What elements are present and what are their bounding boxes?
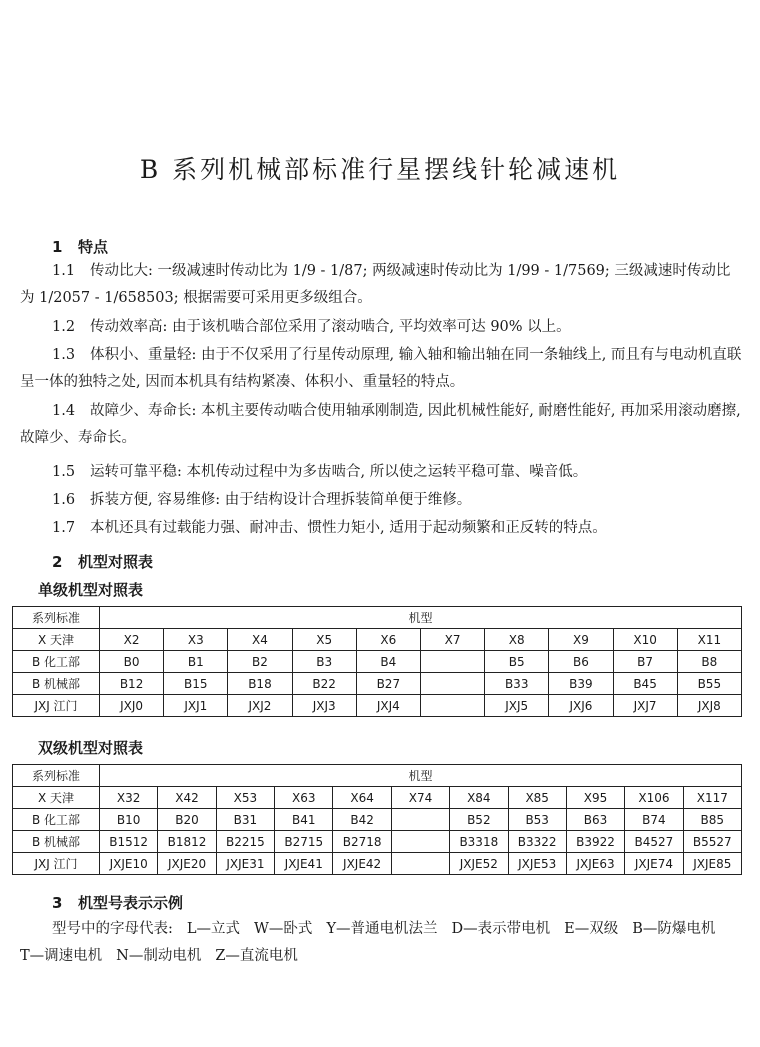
row-label-cell: B 机械部 [13, 831, 100, 853]
table-cell: X11 [677, 629, 741, 651]
table-cell: B2 [228, 651, 292, 673]
feature-number: 1.6 [52, 492, 76, 508]
table-cell: X4 [228, 629, 292, 651]
table-cell: B45 [613, 673, 677, 695]
table-cell: B15 [164, 673, 228, 695]
table-cell: X85 [508, 787, 566, 809]
feature-paragraph [20, 459, 742, 486]
table-cell: JXJ3 [292, 695, 356, 717]
table-cell: B22 [292, 673, 356, 695]
table-cell: JXJ0 [100, 695, 164, 717]
table-row [13, 853, 742, 875]
table-cell: JXJE63 [566, 853, 624, 875]
table-cell: X9 [549, 629, 613, 651]
table-cell: JXJE42 [333, 853, 391, 875]
table-cell: X63 [275, 787, 333, 809]
header-label-cell: 系列标准 [13, 765, 100, 787]
legend-item: Y—普通电机法兰 [326, 921, 438, 937]
table-cell: B74 [625, 809, 683, 831]
table-cell: X10 [613, 629, 677, 651]
table-cell: JXJ8 [677, 695, 741, 717]
legend-item: T—调速电机 [20, 948, 103, 964]
table-cell: B1512 [100, 831, 158, 853]
table-cell: B12 [100, 673, 164, 695]
table-row [13, 629, 742, 651]
letter-legend [20, 916, 744, 970]
table-row [13, 651, 742, 673]
feature-paragraph [20, 258, 742, 312]
section-heading-model-comparison [52, 551, 153, 572]
feature-text: 体积小、重量轻: 由于不仅采用了行星传动原理, 输入轴和输出轴在同一条轴线上, 而且有与电动机直联呈一体的独特之处, 因而本机具有结构紧凑、体积小、重量轻的特点。 [20, 347, 742, 390]
table-row [13, 831, 742, 853]
table-cell: X95 [566, 787, 624, 809]
table-header-row [13, 607, 742, 629]
feature-paragraph [20, 398, 742, 452]
table-cell: B85 [683, 809, 741, 831]
legend-item: D—表示带电机 [451, 921, 551, 937]
section-number: 3 [52, 894, 63, 912]
table-cell: X2 [100, 629, 164, 651]
table-cell: JXJE52 [450, 853, 508, 875]
table-cell: JXJE31 [216, 853, 274, 875]
table-cell: X106 [625, 787, 683, 809]
row-label-cell: X 天津 [13, 787, 100, 809]
table-cell: B41 [275, 809, 333, 831]
legend-item: B—防爆电机 [632, 921, 716, 937]
feature-number: 1.2 [52, 319, 76, 335]
double-stage-table [12, 764, 742, 875]
section-number: 1 [52, 238, 63, 256]
table-cell: JXJ2 [228, 695, 292, 717]
table-cell [391, 853, 449, 875]
table-cell: B33 [485, 673, 549, 695]
feature-text: 运转可靠平稳: 本机传动过程中为多齿啮合, 所以使之运转平稳可靠、噪音低。 [90, 464, 588, 480]
table-row [13, 787, 742, 809]
feature-text: 传动效率高: 由于该机啮合部位采用了滚动啮合, 平均效率可达 90% 以上。 [90, 319, 571, 335]
table-cell: JXJE10 [100, 853, 158, 875]
table-cell: B27 [356, 673, 420, 695]
section-number: 2 [52, 553, 63, 571]
table-cell: X7 [420, 629, 484, 651]
feature-number: 1.7 [52, 520, 76, 536]
table-cell: B8 [677, 651, 741, 673]
header-label-cell: 系列标准 [13, 607, 100, 629]
table-row [13, 695, 742, 717]
table-cell: JXJ5 [485, 695, 549, 717]
table-cell: B20 [158, 809, 216, 831]
table-cell: X3 [164, 629, 228, 651]
table-cell: B7 [613, 651, 677, 673]
section-heading-model-code-example [52, 892, 183, 913]
table-cell: B1812 [158, 831, 216, 853]
table-row [13, 673, 742, 695]
row-label-cell: B 化工部 [13, 651, 100, 673]
table-cell: JXJE53 [508, 853, 566, 875]
table-cell: JXJ6 [549, 695, 613, 717]
single-stage-table [12, 606, 742, 717]
table-cell: B3318 [450, 831, 508, 853]
feature-paragraph [20, 342, 742, 396]
row-label-cell: B 机械部 [13, 673, 100, 695]
table-cell: JXJE74 [625, 853, 683, 875]
section-heading-features [52, 236, 108, 257]
table-cell: B39 [549, 673, 613, 695]
feature-text: 故障少、寿命长: 本机主要传动啮合使用轴承刚制造, 因此机械性能好, 耐磨性能好, 再加采用滚动磨擦, 故障少、寿命长。 [20, 403, 741, 446]
header-value-cell: 机型 [100, 607, 742, 629]
table-cell: X42 [158, 787, 216, 809]
table-cell: X32 [100, 787, 158, 809]
table-cell: JXJ4 [356, 695, 420, 717]
feature-paragraph [20, 487, 742, 514]
table-cell: B6 [549, 651, 613, 673]
table-cell [420, 673, 484, 695]
table-cell: B5 [485, 651, 549, 673]
table-cell: JXJE20 [158, 853, 216, 875]
table-cell: B1 [164, 651, 228, 673]
table-cell: B2718 [333, 831, 391, 853]
table-cell: JXJE41 [275, 853, 333, 875]
table-header-row [13, 765, 742, 787]
feature-paragraph [20, 515, 742, 542]
legend-item: E—双级 [564, 921, 619, 937]
table-cell: B4527 [625, 831, 683, 853]
legend-item: Z—直流电机 [215, 948, 298, 964]
section-label: 特点 [78, 238, 109, 256]
table-cell: X117 [683, 787, 741, 809]
table-cell: B18 [228, 673, 292, 695]
table-cell: X6 [356, 629, 420, 651]
table-cell: B3922 [566, 831, 624, 853]
table-cell: B53 [508, 809, 566, 831]
table-cell: X8 [485, 629, 549, 651]
row-label-cell: JXJ 江门 [13, 853, 100, 875]
table-cell: B63 [566, 809, 624, 831]
feature-number: 1.1 [52, 263, 76, 279]
table-cell [420, 695, 484, 717]
table-cell: B31 [216, 809, 274, 831]
single-stage-table-caption: 单级机型对照表 [38, 581, 144, 599]
table-cell: X74 [391, 787, 449, 809]
table-cell: JXJ7 [613, 695, 677, 717]
table-cell: X64 [333, 787, 391, 809]
feature-paragraph [20, 314, 742, 341]
table-cell: B2715 [275, 831, 333, 853]
table-row [13, 809, 742, 831]
table-cell: B52 [450, 809, 508, 831]
row-label-cell: JXJ 江门 [13, 695, 100, 717]
table-cell [391, 809, 449, 831]
table-cell: B4 [356, 651, 420, 673]
feature-number: 1.4 [52, 403, 76, 419]
row-label-cell: X 天津 [13, 629, 100, 651]
table-cell: B55 [677, 673, 741, 695]
table-cell: B0 [100, 651, 164, 673]
table-cell [391, 831, 449, 853]
table-cell: X5 [292, 629, 356, 651]
feature-text: 拆装方便, 容易维修: 由于结构设计合理拆装简单便于维修。 [90, 492, 472, 508]
double-stage-table-caption: 双级机型对照表 [38, 739, 144, 757]
feature-text: 传动比大: 一级减速时传动比为 1/9 - 1/87; 两级减速时传动比为 1/99 - 1/7569; 三级减速时传动比为 1/2057 - 1/658503; 根据需要可采用更多级组合。 [20, 263, 731, 306]
feature-number: 1.5 [52, 464, 76, 480]
table-cell: X53 [216, 787, 274, 809]
legend-item: W—卧式 [254, 921, 313, 937]
row-label-cell: B 化工部 [13, 809, 100, 831]
feature-text: 本机还具有过载能力强、耐冲击、惯性力矩小, 适用于起动频繁和正反转的特点。 [90, 520, 607, 536]
table-cell: B10 [100, 809, 158, 831]
table-cell: X84 [450, 787, 508, 809]
table-cell: JXJ1 [164, 695, 228, 717]
table-cell: JXJE85 [683, 853, 741, 875]
table-cell: B2215 [216, 831, 274, 853]
table-cell: B3 [292, 651, 356, 673]
feature-number: 1.3 [52, 347, 76, 363]
legend-item: N—制动电机 [116, 948, 202, 964]
section-label: 机型对照表 [78, 553, 154, 571]
table-cell [420, 651, 484, 673]
legend-item: L—立式 [186, 921, 241, 937]
page-title: B 系列机械部标准行星摆线针轮减速机 [139, 155, 621, 184]
header-value-cell: 机型 [100, 765, 742, 787]
section-label: 机型号表示示例 [78, 894, 184, 912]
table-cell: B42 [333, 809, 391, 831]
table-cell: B5527 [683, 831, 741, 853]
table-cell: B3322 [508, 831, 566, 853]
legend-intro: 型号中的字母代表: [52, 921, 173, 937]
